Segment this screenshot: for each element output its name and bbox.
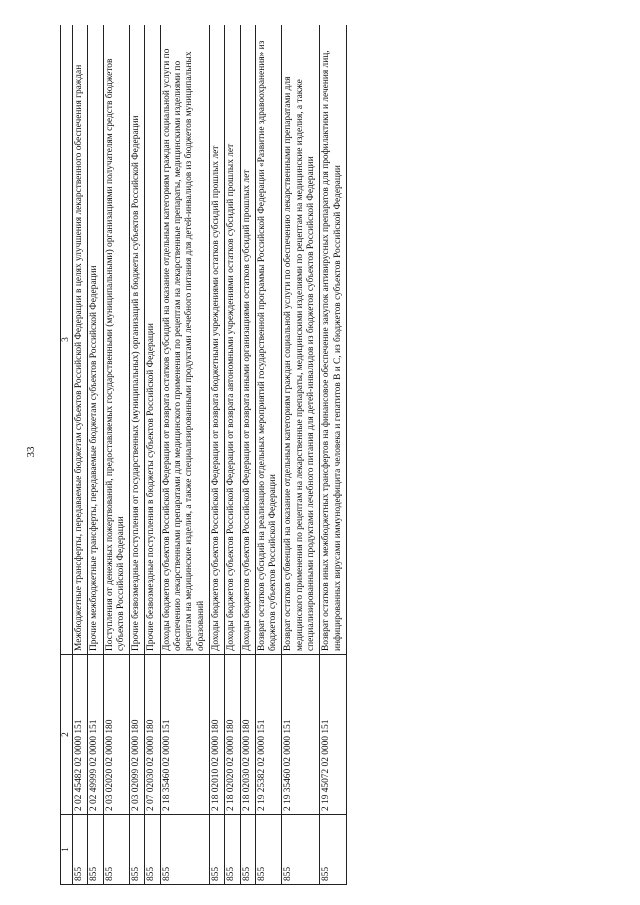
table-row — [130, 25, 145, 885]
admin-code-cell: 855 — [255, 815, 282, 885]
income-name-cell: Доходы бюджетов субъектов Российской Федерации от возврата автономными учреждениями остатков субсидий прошлых лет — [225, 25, 240, 655]
income-name-cell: Доходы бюджетов субъектов Российской Федерации от возврата иными организациями остатков субсидий прошлых лет — [240, 25, 255, 655]
income-name-cell: Поступления от денежных пожертвований, предоставляемых государственными (муниципальными) организациями получателям средств бюджетов субъектов Российской Федерации — [103, 25, 130, 655]
table-body — [73, 25, 347, 885]
table-row — [103, 25, 130, 885]
budget-code-cell: 2 18 02030 02 0000 180 — [240, 655, 255, 815]
budget-code-cell: 2 03 02020 02 0000 180 — [103, 655, 130, 815]
income-name-cell: Прочие безвозмездные поступления в бюджеты субъектов Российской Федерации — [145, 25, 160, 655]
rotated-page-area — [60, 25, 620, 885]
income-name-cell: Возврат остатков иных межбюджетных трансфертов на финансовое обеспечение закупок антивирусных препаратов для профилактики и лечения лиц, инфицированных вирусами иммунодефицита человека и гепатитов B и C, из бюджетов субъектов Российской Федерации — [320, 25, 347, 655]
column-header-admin: 1 — [61, 815, 73, 885]
income-name-cell: Возврат остатков субсидий на реализацию отдельных мероприятий государственной программы Российской Федерации «Развитие здравоохранения» из бюджетов субъектов Российской Федерации — [255, 25, 282, 655]
page-number: 33 — [25, 446, 37, 458]
admin-code-cell: 855 — [145, 815, 160, 885]
table-row — [73, 25, 88, 885]
admin-code-cell: 855 — [282, 815, 320, 885]
income-name-cell: Доходы бюджетов субъектов Российской Федерации от возврата остатков субсидий на оказание отдельным категориям граждан социальной услуги по обеспечению лекарственными препаратами для медицинского применения по рецептам на лекарственные препараты, медицинскими изделиями по рецептам на медицинские изделия, а также специализированными продуктами лечебного питания для детей-инвалидов из бюджетов муниципальных образований — [160, 25, 209, 655]
admin-code-cell: 855 — [73, 815, 88, 885]
table-row — [255, 25, 282, 885]
income-name-cell: Возврат остатков субвенций на оказание отдельным категориям граждан социальной услуги по обеспечению лекарственными препаратами для медицинского применения по рецептам на лекарственные препараты, медицинскими изделиями по рецептам на медицинские изделия, а также специализированными продуктами лечебного питания для детей-инвалидов из бюджетов субъектов Российской Федерации — [282, 25, 320, 655]
column-header-name: 3 — [61, 25, 73, 655]
budget-code-cell: 2 18 35460 02 0000 151 — [160, 655, 209, 815]
budget-code-cell: 2 02 45482 02 0000 151 — [73, 655, 88, 815]
income-name-cell: Прочие безвозмездные поступления от государственных (муниципальных) организаций в бюджеты субъектов Российской Федерации — [130, 25, 145, 655]
budget-code-cell: 2 19 45072 02 0000 151 — [320, 655, 347, 815]
budget-code-cell: 2 18 02010 02 0000 180 — [209, 655, 224, 815]
income-name-cell: Межбюджетные трансферты, передаваемые бюджетам субъектов Российской Федерации в целях улучшения лекарственного обеспечения граждан — [73, 25, 88, 655]
table-row — [225, 25, 240, 885]
admin-code-cell: 855 — [320, 815, 347, 885]
budget-classification-table — [60, 25, 347, 885]
admin-code-cell: 855 — [103, 815, 130, 885]
income-name-cell: Доходы бюджетов субъектов Российской Федерации от возврата бюджетными учреждениями остатков субсидий прошлых лет — [209, 25, 224, 655]
admin-code-cell: 855 — [130, 815, 145, 885]
table-row — [282, 25, 320, 885]
admin-code-cell: 855 — [160, 815, 209, 885]
rotated-table-wrapper — [60, 25, 620, 885]
table-row — [240, 25, 255, 885]
column-header-code: 2 — [61, 655, 73, 815]
admin-code-cell: 855 — [209, 815, 224, 885]
admin-code-cell: 855 — [88, 815, 103, 885]
table-row — [209, 25, 224, 885]
table-row — [320, 25, 347, 885]
table-header-row — [61, 25, 73, 885]
table-row — [88, 25, 103, 885]
table-row — [160, 25, 209, 885]
admin-code-cell: 855 — [240, 815, 255, 885]
income-name-cell: Прочие межбюджетные трансферты, передаваемые бюджетам субъектов Российской Федерации — [88, 25, 103, 655]
table-row — [145, 25, 160, 885]
budget-code-cell: 2 19 25382 02 0000 151 — [255, 655, 282, 815]
budget-code-cell: 2 07 02030 02 0000 180 — [145, 655, 160, 815]
budget-code-cell: 2 18 02020 02 0000 180 — [225, 655, 240, 815]
budget-code-cell: 2 02 49999 02 0000 151 — [88, 655, 103, 815]
admin-code-cell: 855 — [225, 815, 240, 885]
budget-code-cell: 2 03 02099 02 0000 180 — [130, 655, 145, 815]
budget-code-cell: 2 19 35460 02 0000 151 — [282, 655, 320, 815]
